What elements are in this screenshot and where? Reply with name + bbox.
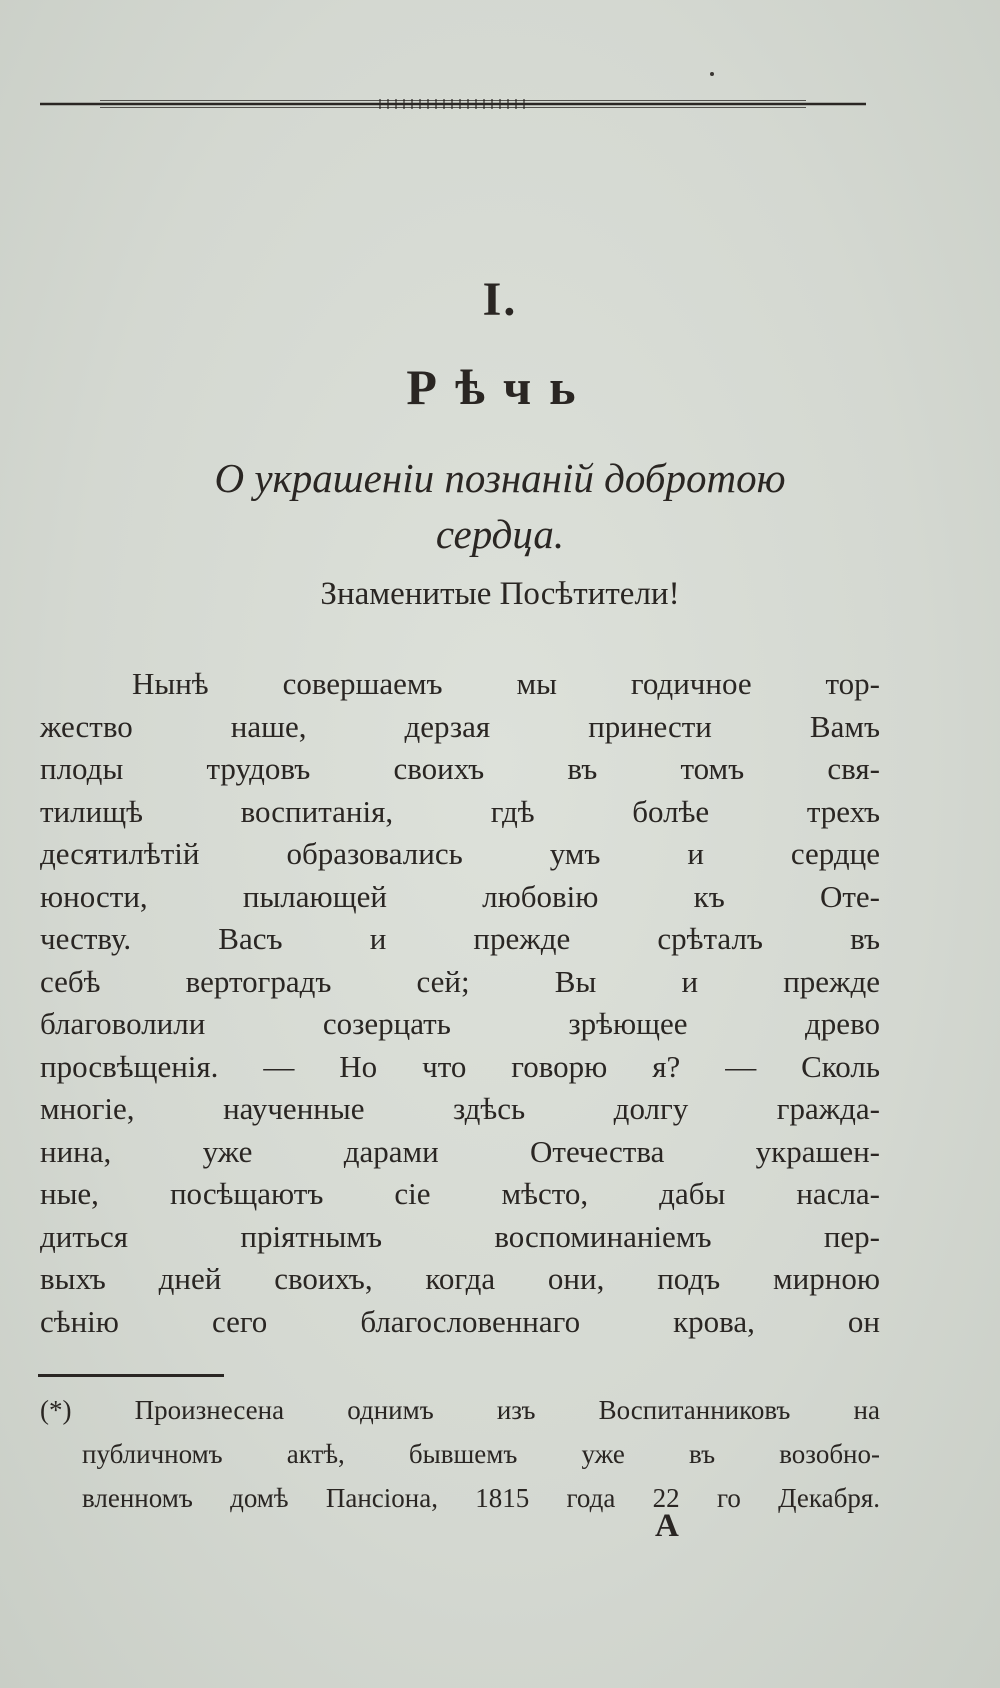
- ornamental-rule: [40, 98, 866, 110]
- signature-mark: А: [655, 1508, 679, 1544]
- text-line: честву. Васъ и прежде срѣталъ въ: [40, 921, 880, 956]
- text-line: просвѣщенія. — Но что говорю я? — Сколь: [40, 1048, 880, 1084]
- footnote-line: (*) Произнесена однимъ изъ Воспитанниковъ на: [40, 1395, 880, 1425]
- text-line: диться пріятнымъ воспоминаніемъ пер-: [40, 1218, 880, 1254]
- text-line: многіе, наученные здѣсь долгу гражда-: [40, 1091, 880, 1126]
- text-line: Нынѣ совершаемъ мы годичное тор-: [132, 666, 880, 701]
- footnote-line: вленномъ домѣ Пансіона, 1815 года 22 го Декабря.: [82, 1483, 880, 1513]
- text-line: благоволили созерцать зрѣющее древо: [40, 1006, 880, 1041]
- text-line: юности, пылающей любовію къ Оте-: [40, 878, 880, 914]
- footnote: [40, 1388, 880, 1520]
- text-line: тилищѣ воспитанія, гдѣ болѣе трехъ: [40, 793, 880, 829]
- salutation: Знаменитые Посѣтители!: [320, 576, 680, 612]
- section-number: I.: [482, 273, 518, 326]
- speech-heading: Рѣчь: [406, 359, 594, 415]
- footnote-line: публичномъ актѣ, бывшемъ уже въ возобно-: [82, 1439, 880, 1469]
- text-line: ные, посѣщаютъ сіе мѣсто, дабы насла-: [40, 1176, 880, 1211]
- text-line: плоды трудовъ своихъ въ томъ свя-: [40, 751, 880, 786]
- text-line: десятилѣтій образовались умъ и сердце: [40, 836, 880, 871]
- text-line: выхъ дней своихъ, когда они, подъ мирною: [40, 1261, 880, 1296]
- text-line: себѣ вертоградъ сей; Вы и прежде: [40, 963, 880, 999]
- text-line: жество наше, дерзая принести Вамъ: [40, 708, 880, 744]
- ink-speck: [710, 72, 714, 76]
- text-line: сѣнію сего благословеннаго крова, он: [40, 1303, 880, 1339]
- footnote-rule: [38, 1374, 224, 1377]
- speech-subtitle: [60, 450, 940, 562]
- body-text: [40, 663, 880, 1343]
- subtitle-line: сердца.: [435, 511, 565, 557]
- subtitle-line: О украшеніи познаній добротою: [214, 455, 786, 501]
- text-line: нина, уже дарами Отечества украшен-: [40, 1133, 880, 1169]
